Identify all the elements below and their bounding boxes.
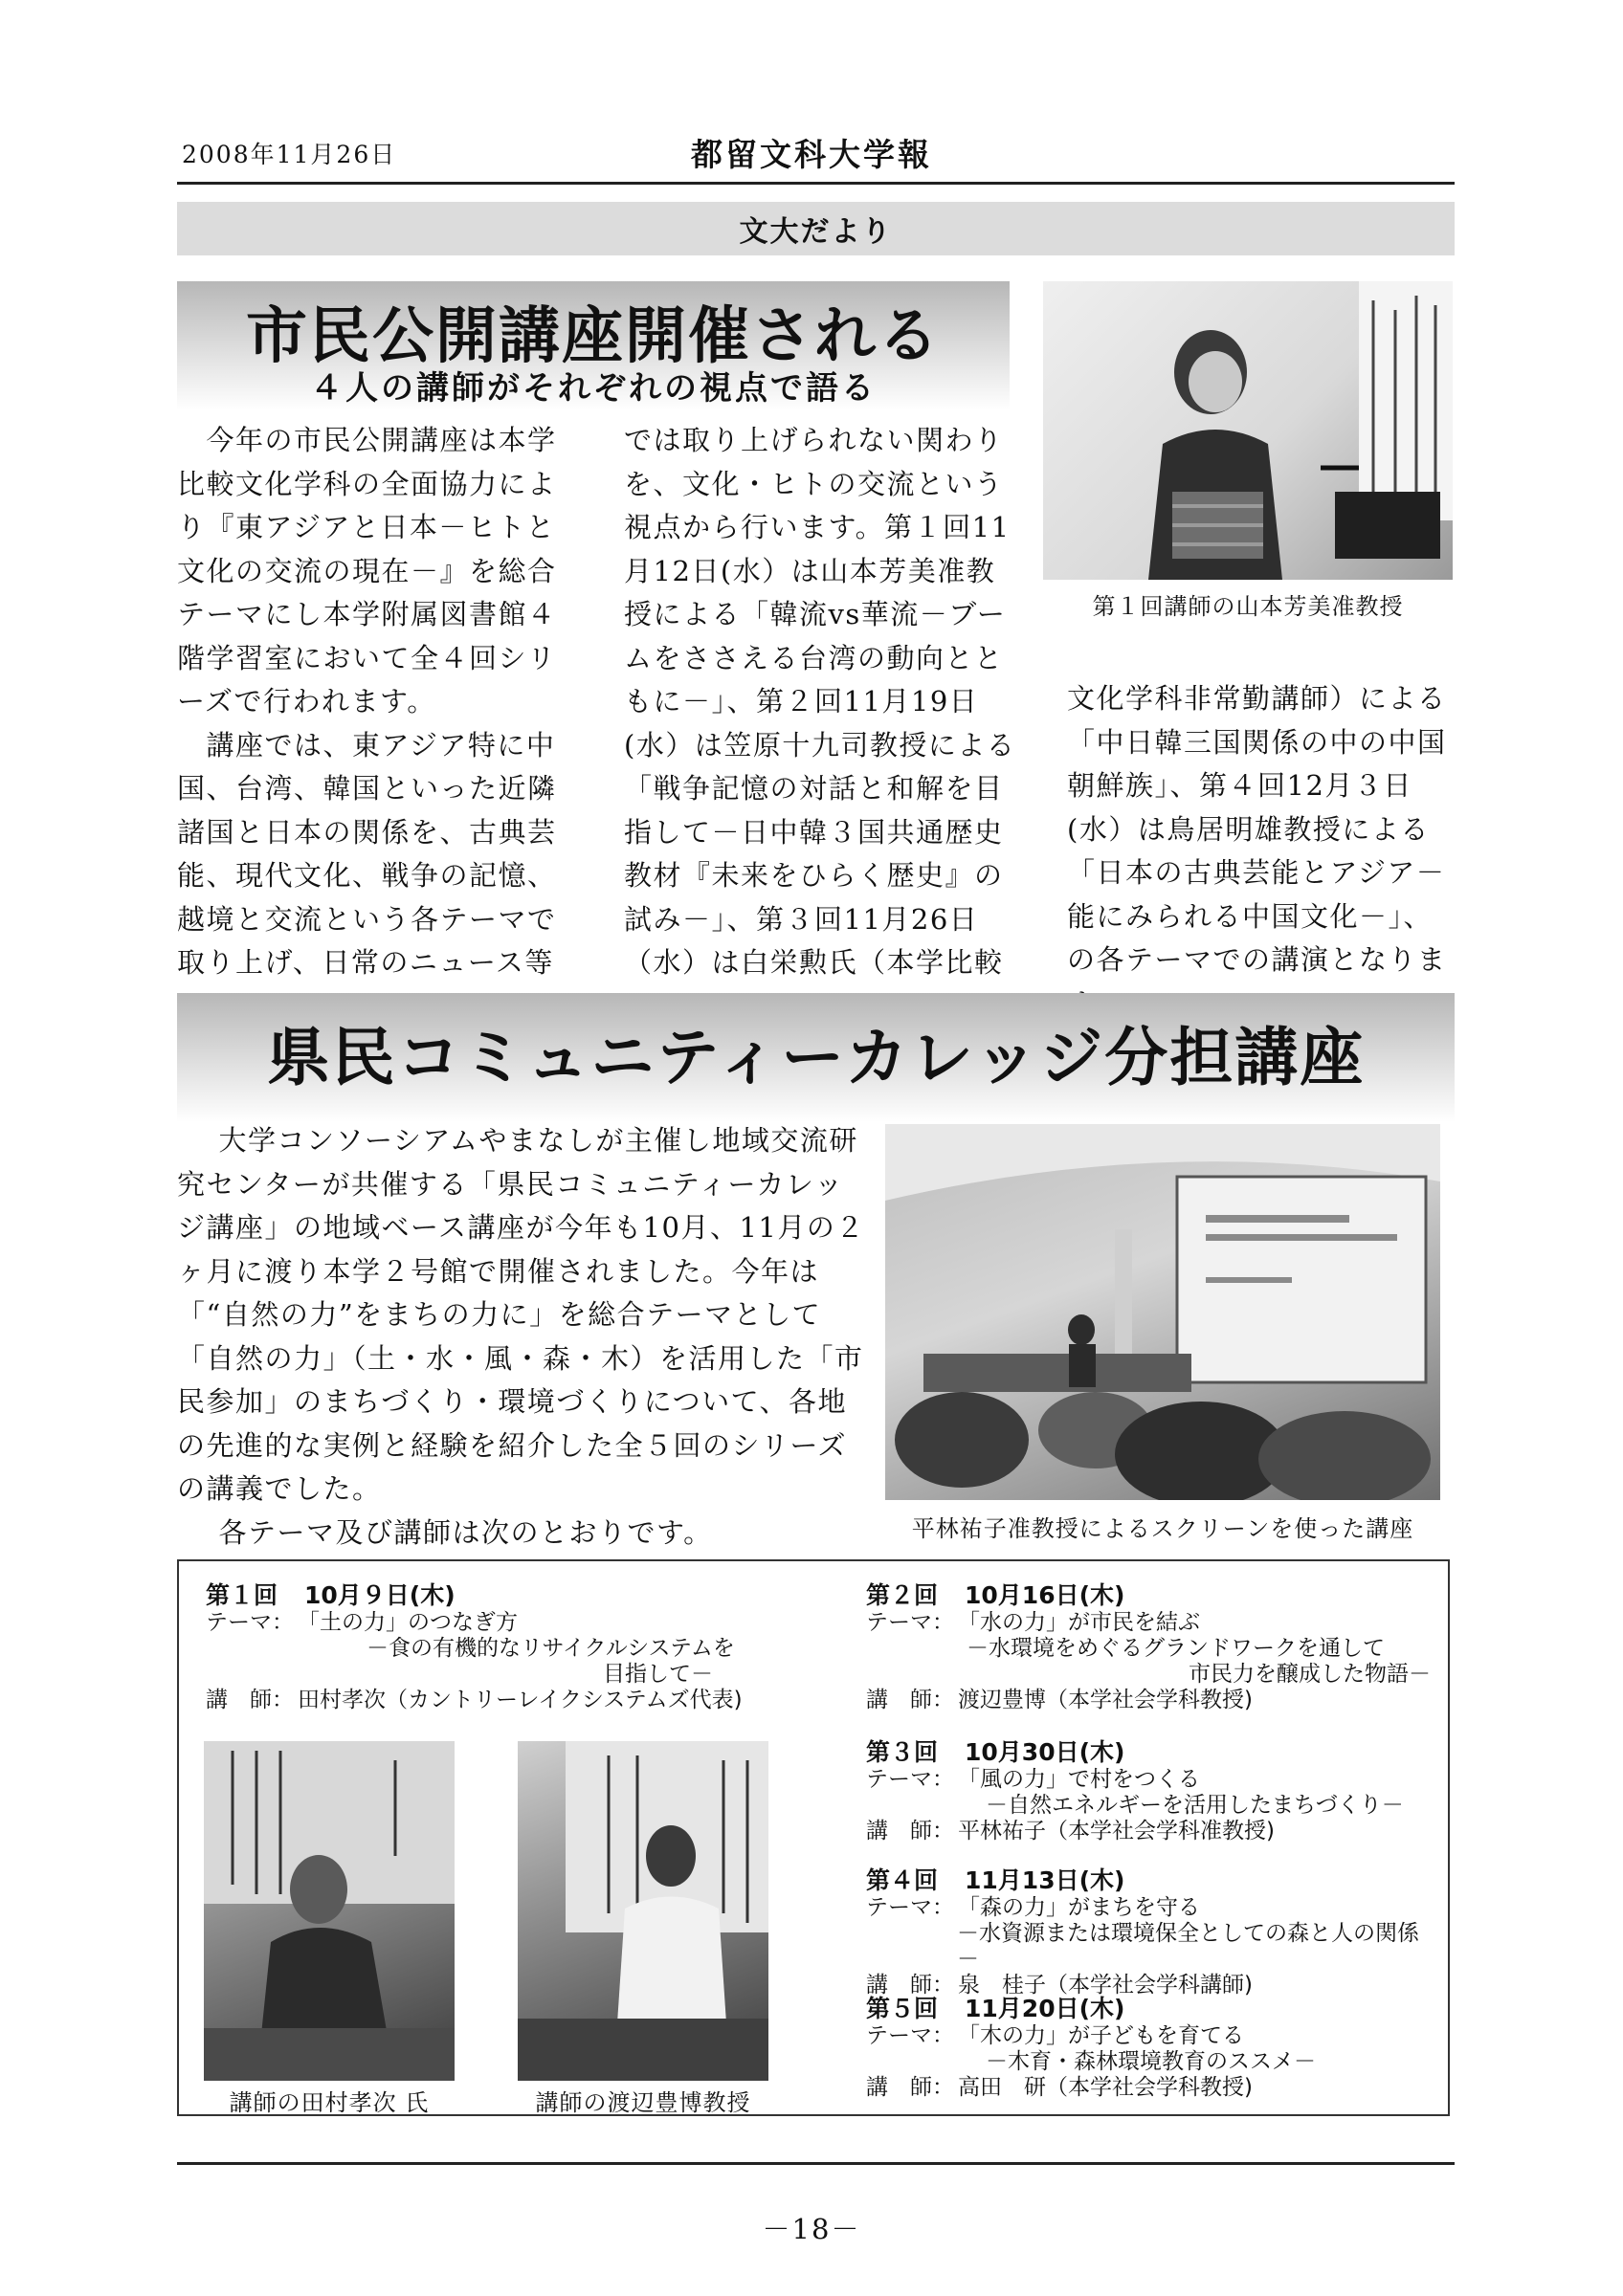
theme-label: テーマ： (866, 2023, 954, 2048)
session-lecturer: 平林祐子（本学社会学科准教授) (958, 1819, 1275, 1843)
session-theme: 「風の力」で村をつくる (958, 1767, 1200, 1792)
article1-paragraph: 今年の市民公開講座は本学比較文化学科の全面協力により『東アジアと日本－ヒトと文化の交流の現在－』を総合テーマにし本学附属図書館４階学習室において全４回シリーズで行われます。 (177, 424, 557, 718)
session-1 (206, 1582, 780, 1713)
session-subtitle: －水資源または環境保全としての森と人の関係－ (957, 1921, 1419, 1972)
session-subtitle: －自然エネルギーを活用したまちづくり－ (986, 1793, 1404, 1818)
session-2 (866, 1582, 1431, 1713)
section-title: 文大だより (739, 215, 893, 249)
lecturer-label: 講 師： (866, 1819, 954, 1843)
photo-caption: 講師の田村孝次 氏 (229, 2089, 430, 2116)
theme-label: テーマ： (866, 1610, 954, 1635)
article1-column-1 (177, 419, 569, 985)
session-theme: 「森の力」がまちを守る (958, 1895, 1200, 1920)
session-number: 第１回 (206, 1581, 278, 1609)
session-date: 11月20日(木) (965, 1995, 1125, 2022)
article1-paragraph: 講座では、東アジア特に中国、台湾、韓国といった近隣諸国と日本の関係を、古典芸能、現代文化、戦争の記憶、越境と交流という各テーマで取り上げ、日常のニュース等 (177, 728, 557, 979)
photo-caption: 第１回講師の山本芳美准教授 (1092, 593, 1404, 620)
session-lecturer: 渡辺豊博（本学社会学科教授) (958, 1688, 1253, 1712)
theme-label: テーマ： (866, 1767, 954, 1792)
session-subtitle: －木育・森林環境教育のススメ－ (986, 2049, 1316, 2074)
lecturer-watanabe-photo (518, 1741, 768, 2081)
session-number: 第３回 (866, 1738, 939, 1766)
article1-subtitle: ４人の講師がそれぞれの視点で語る (310, 369, 877, 408)
session-date: 10月９日(木) (304, 1581, 456, 1609)
session-lecturer: 田村孝次（カントリーレイクシステムズ代表) (298, 1688, 743, 1712)
session-subtitle: －食の有機的なリサイクルシステムを (367, 1636, 735, 1661)
article2-title: 県民コミュニティーカレッジ分担講座 (266, 1021, 1366, 1094)
session-theme: 「木の力」が子どもを育てる (958, 2023, 1244, 2048)
article2-body (177, 1119, 866, 1555)
article1-paragraph: 文化学科非常勤講師）による「中日韓三国関係の中の中国朝鮮族」、第４回12月３日(水）は鳥居明雄教授による「日本の古典芸能とアジア－能にみられる中国文化－」、の各テーマでの講演となりま (1067, 682, 1447, 976)
photo-caption: 講師の渡辺豊博教授 (535, 2089, 751, 2116)
newspaper-title: 都留文科大学報 (691, 136, 932, 173)
session-number: 第５回 (866, 1995, 939, 2022)
article1-paragraph: では取り上げられない関わりを、文化・ヒトの交流という視点から行います。第１回11月12日(水）は山本芳美准教授による「韓流vs華流－ブームをささえる台湾の動向とともに－」、第２回11月19日(水）は笠原十九司教授による「戦争記憶の対話と和解を目指して－日中韓３国共通歴史教材『未来をひらく歴史』の試み－」、第３回11月26日（水）は白栄勲氏（本学比較 (624, 424, 1016, 979)
session-subtitle: 市民力を醸成した物語－ (1189, 1662, 1431, 1687)
session-lecturer: 泉 桂子（本学社会学科講師) (958, 1973, 1253, 1998)
article1-column-2 (624, 419, 1016, 985)
session-theme: 「水の力」が市民を結ぶ (958, 1610, 1200, 1635)
lecturer-label: 講 師： (866, 1688, 954, 1712)
session-date: 11月13日(木) (965, 1866, 1125, 1894)
issue-date: 2008年11月26日 (182, 141, 397, 168)
theme-label: テーマ： (206, 1610, 294, 1635)
session-subtitle: －水環境をめぐるグランドワークを通して (967, 1636, 1385, 1661)
session-lecturer: 高田 研（本学社会学科教授) (958, 2075, 1253, 2100)
lecturer-label: 講 師： (206, 1688, 294, 1712)
article2-paragraph: 大学コンソーシアムやまなしが主催し地域交流研究センターが共催する「県民コミュニティーカレッジ講座」の地域ベース講座が今年も10月、11月の２ヶ月に渡り本学２号館で開催されました。今年は「“自然の力”をまちの力に」を総合テーマとして「自然の力」（土・水・風・森・木）を活用した「市民参加」のまちづくり・環境づくりについて、各地の先進的な実例と経験を紹介した全５回のシリーズの講義でした。 (177, 1124, 865, 1505)
session-theme: 「土の力」のつなぎ方 (298, 1610, 518, 1635)
lecturer-label: 講 師： (866, 1973, 954, 1998)
lecture-hall-photo (885, 1124, 1440, 1500)
lecturer-label: 講 師： (866, 2075, 954, 2100)
theme-label: テーマ： (866, 1895, 954, 1920)
footer-rule (177, 2162, 1455, 2165)
session-number: 第２回 (866, 1581, 939, 1609)
article2-paragraph: 各テーマ及び講師は次のとおりです。 (218, 1515, 713, 1549)
photo-caption: 平林祐子准教授によるスクリーンを使った講座 (911, 1515, 1414, 1542)
header-rule (177, 182, 1455, 185)
session-subtitle: 目指して－ (603, 1662, 713, 1687)
article1-column-3 (1067, 677, 1455, 1026)
section-banner (177, 202, 1455, 255)
session-5 (866, 1996, 1431, 2101)
session-3 (866, 1739, 1431, 1844)
article1-title: 市民公開講座開催される (246, 301, 941, 372)
session-date: 10月16日(木) (965, 1581, 1125, 1609)
session-number: 第４回 (866, 1866, 939, 1894)
lecturer-yamamoto-photo (1043, 281, 1453, 580)
lecturer-tamura-photo (204, 1741, 455, 2081)
session-date: 10月30日(木) (965, 1738, 1125, 1766)
page-number: －18－ (762, 2213, 861, 2245)
session-4 (866, 1867, 1431, 1998)
